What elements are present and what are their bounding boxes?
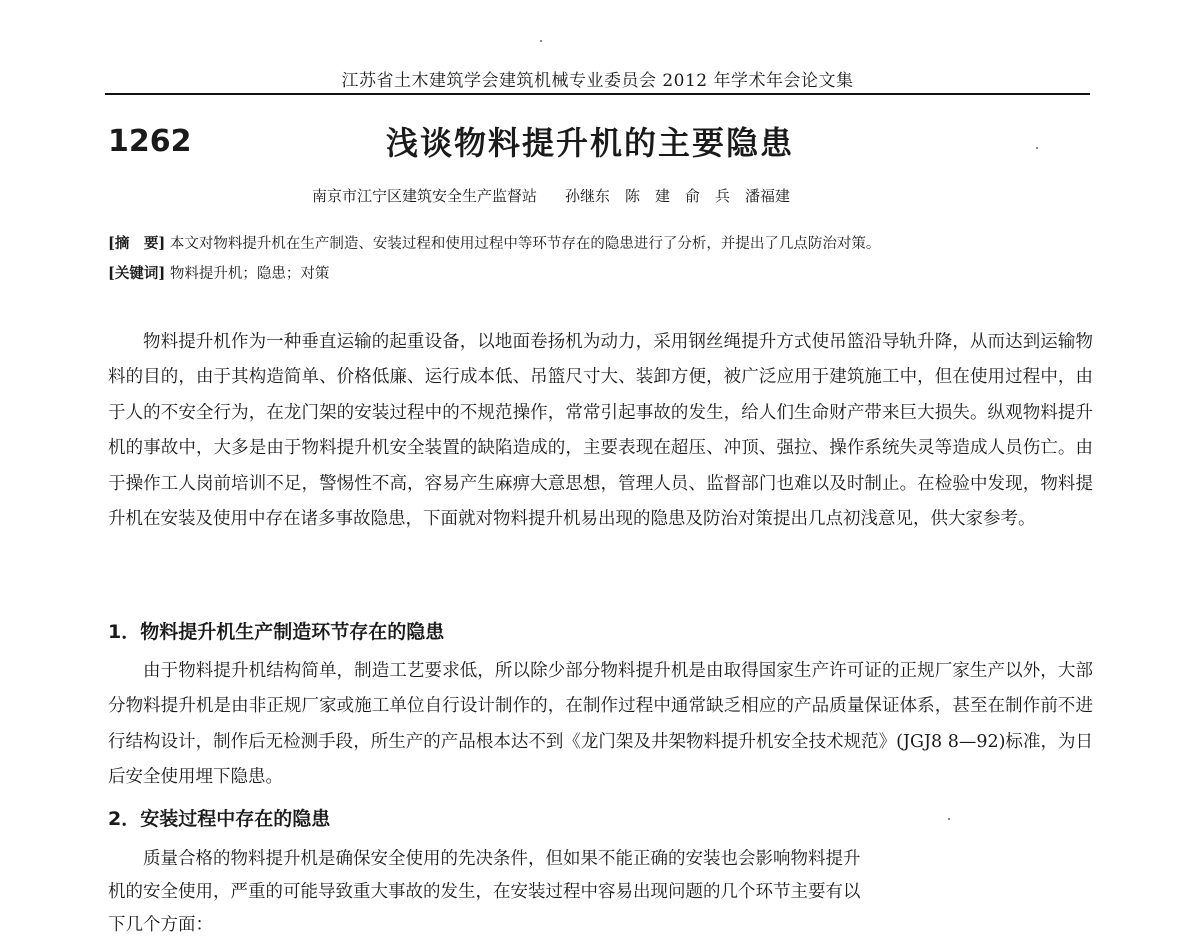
abstract-text: 本文对物料提升机在生产制造、安装过程和使用过程中等环节存在的隐患进行了分析，并提出了几点防治对策。 xyxy=(169,236,881,252)
affiliation: 南京市江宁区建筑安全生产监督站 xyxy=(312,187,538,205)
section-2-line: 下几个方面： xyxy=(108,915,213,935)
intro-text: 物料提升机作为一种垂直运输的起重设备，以地面卷扬机为动力，采用钢丝绳提升方式使吊篮沿导轨升降，从而达到运输物料的目的，由于其构造简单、价格低廉、运行成本低、吊篮尺寸大、装卸方便，被广泛应用于建筑施工中，但在使用过程中，由于人的不安全行为，在龙门架的安装过程中的不规范操作，常常引起事故的发生，给人们生命财产带来巨大损失。纵观物料提升机的事故中，大多是由于物料提升机安全装置的缺陷造成的，主要表现在超压、冲顶、强拉、操作系统失灵等造成人员伤亡。由于操作工人岗前培训不足，警惕性不高，容易产生麻痹大意思想，管理人员、监督部门也难以及时制止。在检验中发现，物料提升机在安装及使用中存在诸多事故隐患，下面就对物料提升机易出现的隐患及防治对策提出几点初浅意见，供大家参考。 xyxy=(108,332,1093,530)
keywords-label: [关键词] xyxy=(108,265,166,282)
scan-speck xyxy=(948,818,950,820)
article-title: 浅谈物料提升机的主要隐患 xyxy=(385,124,794,162)
authors: 孙继东 陈 建 俞 兵 潘福建 xyxy=(565,187,791,205)
section-1-heading: 1．物料提升机生产制造环节存在的隐患 xyxy=(108,621,445,643)
header-rule xyxy=(105,93,1090,95)
abstract-label: [摘 要] xyxy=(108,235,166,252)
section-1-paragraph xyxy=(108,654,1093,796)
keywords-text: 物料提升机；隐患；对策 xyxy=(169,266,330,282)
section-2-line: 质量合格的物料提升机是确保安全使用的先决条件，但如果不能正确的安装也会影响物料提升 xyxy=(143,849,861,869)
scan-speck xyxy=(540,40,542,42)
running-header: 江苏省土木建筑学会建筑机械专业委员会 2012 年学术年会论文集 xyxy=(341,71,854,91)
scan-speck xyxy=(1036,147,1038,149)
section-1-text: 由于物料提升机结构简单，制造工艺要求低，所以除少部分物料提升机是由取得国家生产许可证的正规厂家生产以外，大部分物料提升机是由非正规厂家或施工单位自行设计制作的，在制作过程中通常缺乏相应的产品质量保证体系，甚至在制作前不进行结构设计，制作后无检测手段，所生产的产品根本达不到《龙门架及井架物料提升机安全技术规范》(JGJ8 8—92)标准，为日后安全使用埋下隐患。 xyxy=(108,661,1093,788)
keywords xyxy=(108,262,329,283)
section-2-heading: 2．安装过程中存在的隐患 xyxy=(108,808,331,830)
abstract xyxy=(108,232,880,253)
page-number: 1262 xyxy=(108,124,192,159)
byline xyxy=(312,185,790,206)
section-2-line: 机的安全使用，严重的可能导致重大事故的发生，在安装过程中容易出现问题的几个环节主要有以 xyxy=(108,882,861,902)
section-2-paragraph xyxy=(108,843,1093,942)
intro-paragraph xyxy=(108,325,1093,537)
